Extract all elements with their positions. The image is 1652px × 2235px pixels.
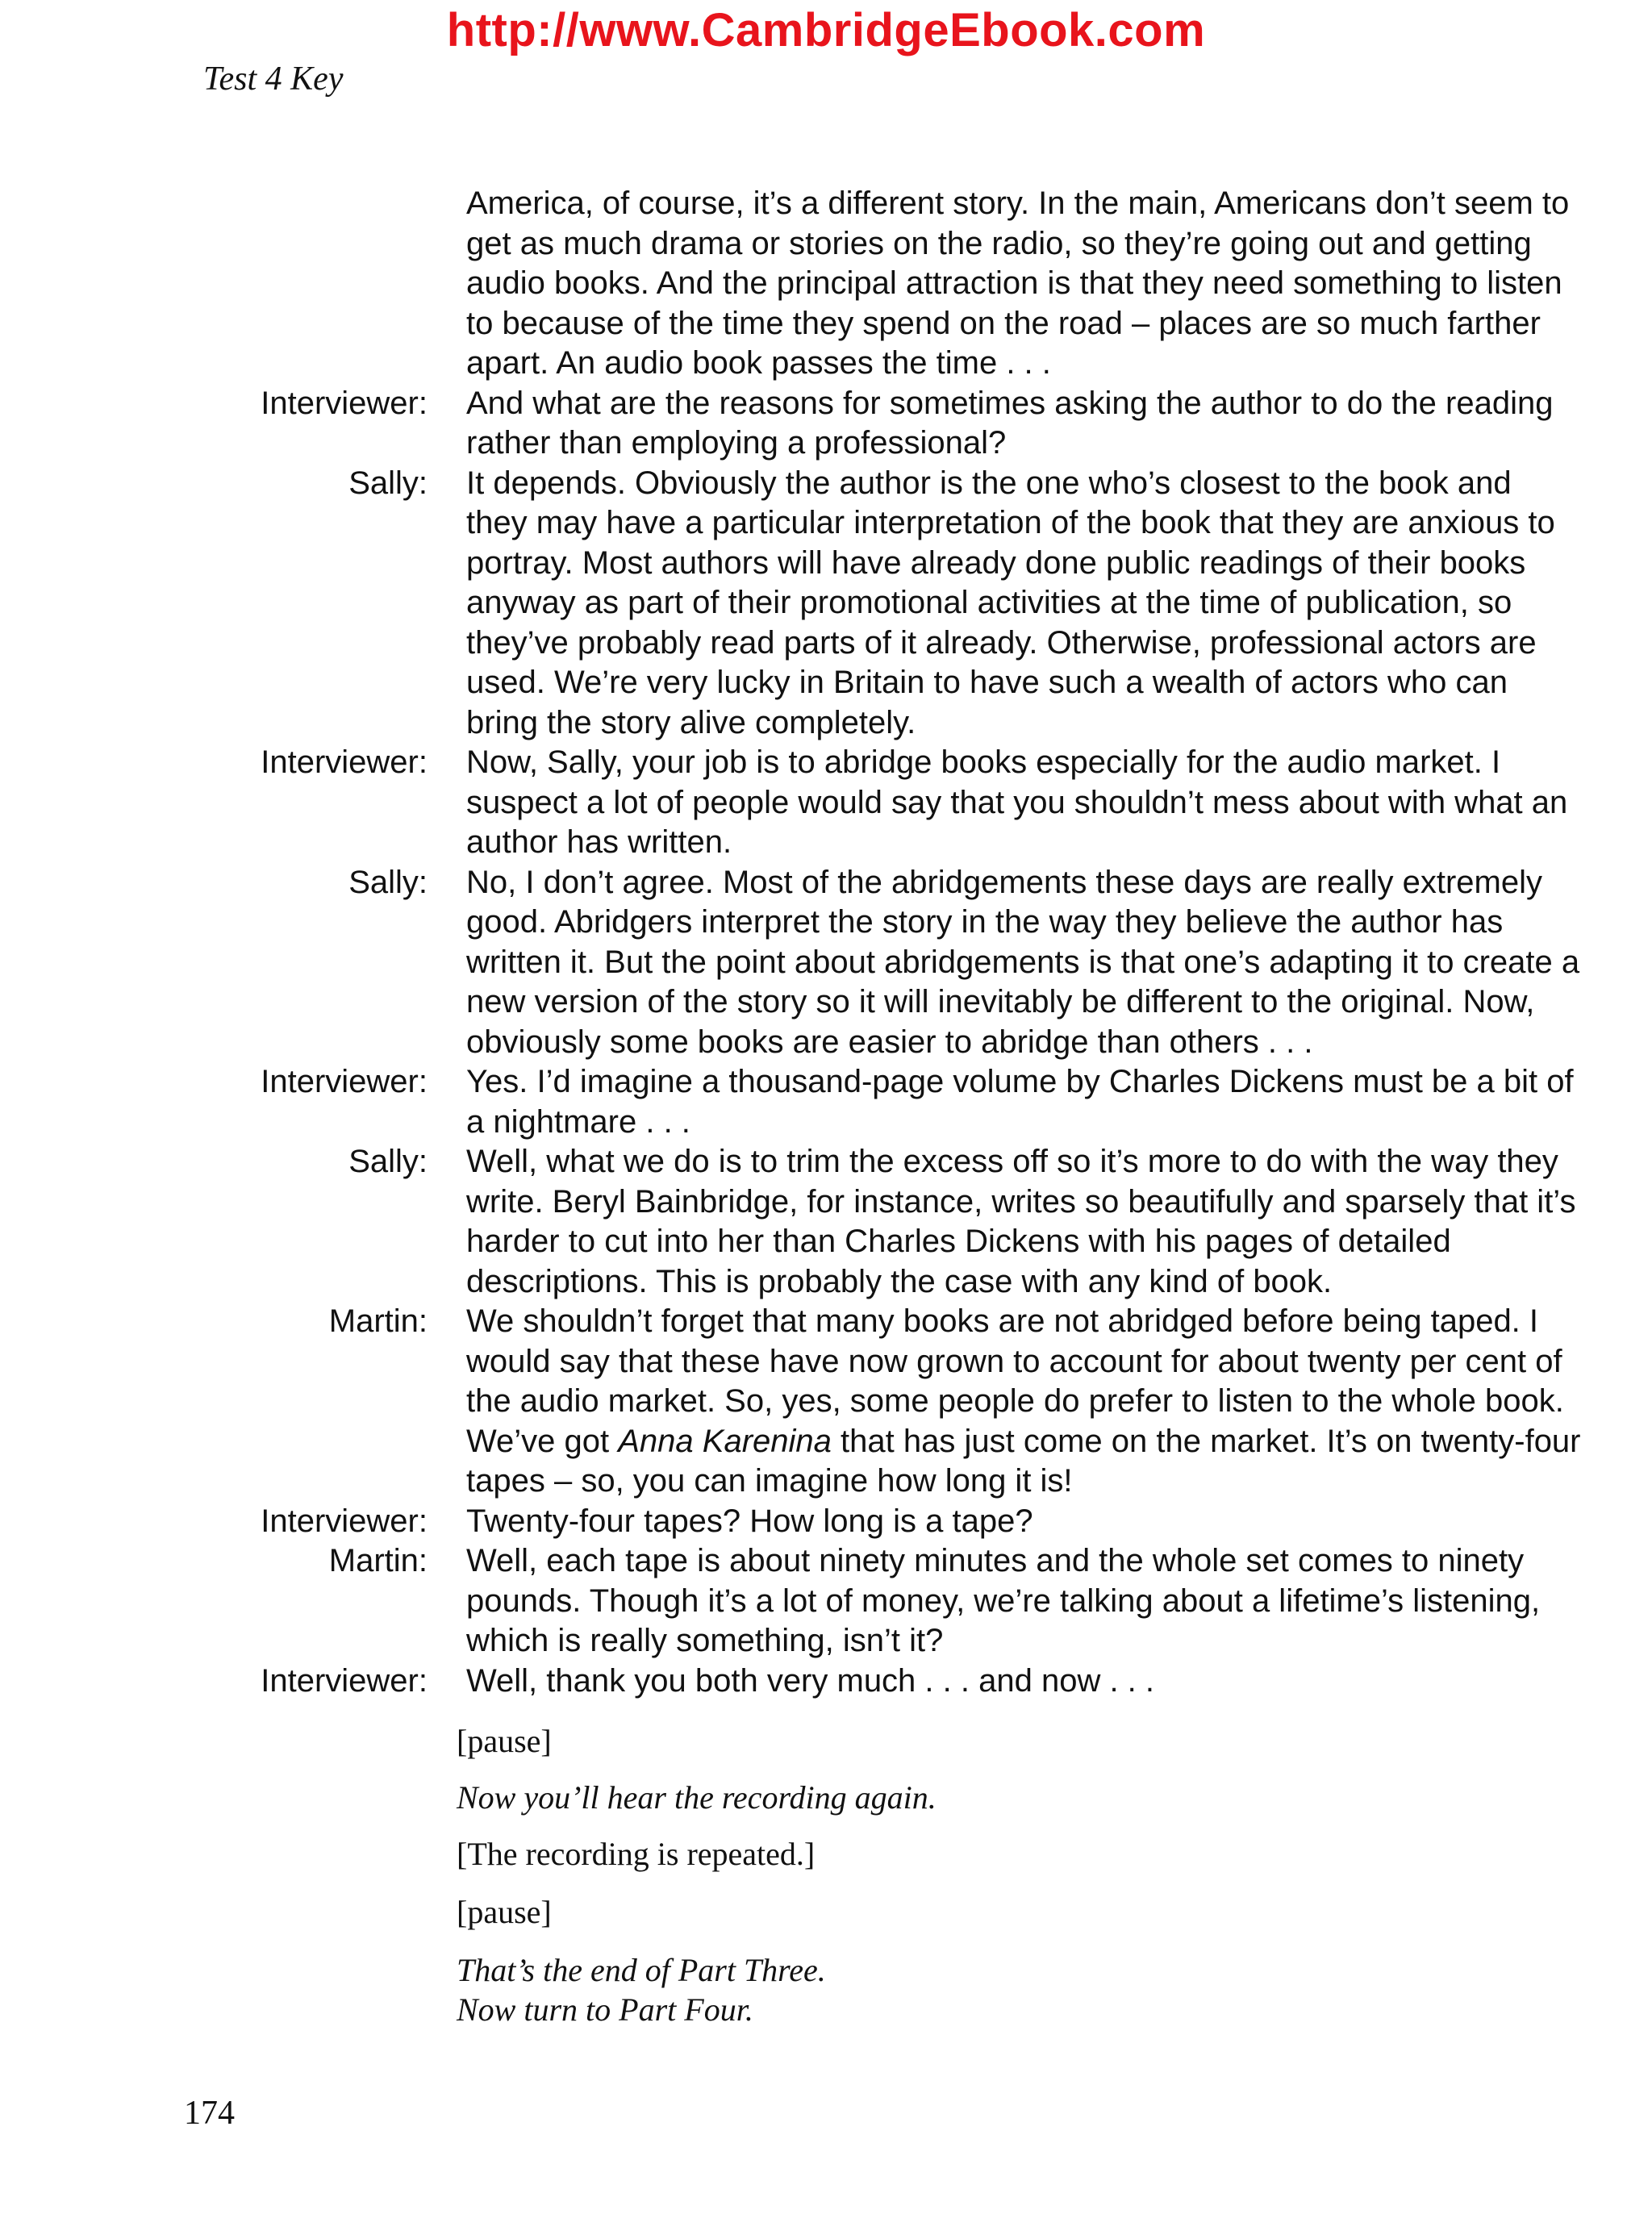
transcript-line: tapes – so, you can imagine how long it is! [466,1463,1073,1499]
transcript-line: bring the story alive completely. [466,704,916,740]
transcript-line: suspect a lot of people would say that you shouldn’t mess about with what an [466,784,1568,820]
transcript-line: pounds. Though it’s a lot of money, we’re talking about a lifetime’s listening, [466,1582,1541,1619]
transcript-turn [0,464,1652,744]
transcript-turn [0,863,1652,1063]
transcript-line: Well, what we do is to trim the excess off so it’s more to do with the way they [466,1144,1558,1179]
watermark-url: http://www.CambridgeEbook.com [446,4,1206,56]
transcript-line: to because of the time they spend on the road – places are so much farther [466,305,1541,341]
transcript-line: the audio market. So, yes, some people do prefer to listen to the whole book. [466,1383,1564,1419]
transcript-line: Now, Sally, your job is to abridge books especially for the audio market. I [466,744,1501,780]
transcript-line: rather than employing a professional? [466,425,1007,461]
transcript-line: descriptions. This is probably the case with any kind of book. [466,1263,1333,1299]
transcript-line: portray. Most authors will have already done public readings of their books [466,544,1526,581]
transcript-line: written it. But the point about abridgements is that one’s adapting it to create a [466,944,1580,980]
transcript-line: America, of course, it’s a different story. In the main, Americans don’t seem to [466,186,1570,221]
transcript-turn [0,1541,1652,1662]
stage-direction-end-part: That’s the end of Part Three. [457,1952,826,1988]
speaker-label: Interviewer: [261,744,428,780]
transcript-turn [0,1502,1652,1542]
speaker-label: Sally: [348,1144,428,1179]
speaker-label: Sally: [348,465,428,501]
line-text: We’ve got [466,1423,619,1459]
transcript-line: Well, thank you both very much . . . and now . . . [466,1662,1155,1699]
transcript-turn [0,184,1652,384]
transcript-line: write. Beryl Bainbridge, for instance, writes so beautifully and sparsely that it’s [466,1183,1576,1220]
stage-direction-pause: [pause] [457,1723,552,1759]
transcript-line: It depends. Obviously the author is the one who’s closest to the book and [466,465,1512,501]
speaker-label: Martin: [328,1543,428,1578]
transcript-line: they may have a particular interpretation of the book that they are anxious to [466,505,1555,540]
transcript-line: anyway as part of their promotional activities at the time of publication, so [466,585,1512,620]
transcript-turn [0,1142,1652,1302]
transcript-turn [0,1302,1652,1502]
transcript-line: No, I don’t agree. Most of the abridgements these days are really extremely [466,864,1543,900]
transcript-line: author has written. [466,824,732,860]
transcript-line: get as much drama or stories on the radio, so they’re going out and getting [466,225,1532,261]
transcript-line: Twenty-four tapes? How long is a tape? [466,1503,1033,1539]
transcript-line: harder to cut into her than Charles Dickens with his pages of detailed [466,1224,1451,1259]
stage-direction-turn-to: Now turn to Part Four. [457,1991,753,2028]
transcript-turn [0,743,1652,863]
transcript-line: And what are the reasons for sometimes asking the author to do the reading [466,385,1554,421]
book-title: Anna Karenina [618,1423,832,1459]
transcript-line: they’ve probably read parts of it already. Otherwise, professional actors are [466,624,1537,661]
stage-direction-repeated: [The recording is repeated.] [457,1836,816,1872]
transcript-line: a nightmare . . . [466,1103,690,1140]
page-number: 174 [184,2095,235,2132]
transcript-line: audio books. And the principal attraction is that they need something to listen [466,265,1562,301]
running-head: Test 4 Key [203,60,344,98]
transcript [0,184,1652,1701]
transcript-line: Yes. I’d imagine a thousand-page volume by Charles Dickens must be a bit of [466,1064,1574,1099]
speaker-label: Interviewer: [261,1662,428,1699]
transcript-turn [0,1062,1652,1142]
stage-direction-pause: [pause] [457,1894,552,1930]
speaker-label: Sally: [348,864,428,900]
transcript-line: obviously some books are easier to abridge than others . . . [466,1024,1313,1060]
speaker-label: Martin: [328,1303,428,1339]
transcript-line: new version of the story so it will inevitably be different to the original. Now, [466,984,1535,1020]
transcript-line [0,1422,1652,1462]
transcript-line: which is really something, isn’t it? [466,1623,944,1658]
transcript-line: Well, each tape is about ninety minutes and the whole set comes to ninety [466,1543,1525,1578]
transcript-turn [0,384,1652,464]
speaker-label: Interviewer: [261,1503,428,1539]
transcript-line: We shouldn’t forget that many books are not abridged before being taped. I [466,1303,1539,1339]
line-text: that has just come on the market. It’s on twenty-four [831,1423,1581,1459]
transcript-line: would say that these have now grown to account for about twenty per cent of [466,1343,1562,1379]
speaker-label: Interviewer: [261,385,428,421]
transcript-turn [0,1662,1652,1702]
transcript-line: good. Abridgers interpret the story in the way they believe the author has [466,904,1504,940]
stage-direction-hear-again: Now you’ll hear the recording again. [457,1779,937,1816]
transcript-line: apart. An audio book passes the time . . . [466,345,1051,381]
speaker-label: Interviewer: [261,1064,428,1099]
transcript-line: used. We’re very lucky in Britain to have such a wealth of actors who can [466,665,1508,700]
